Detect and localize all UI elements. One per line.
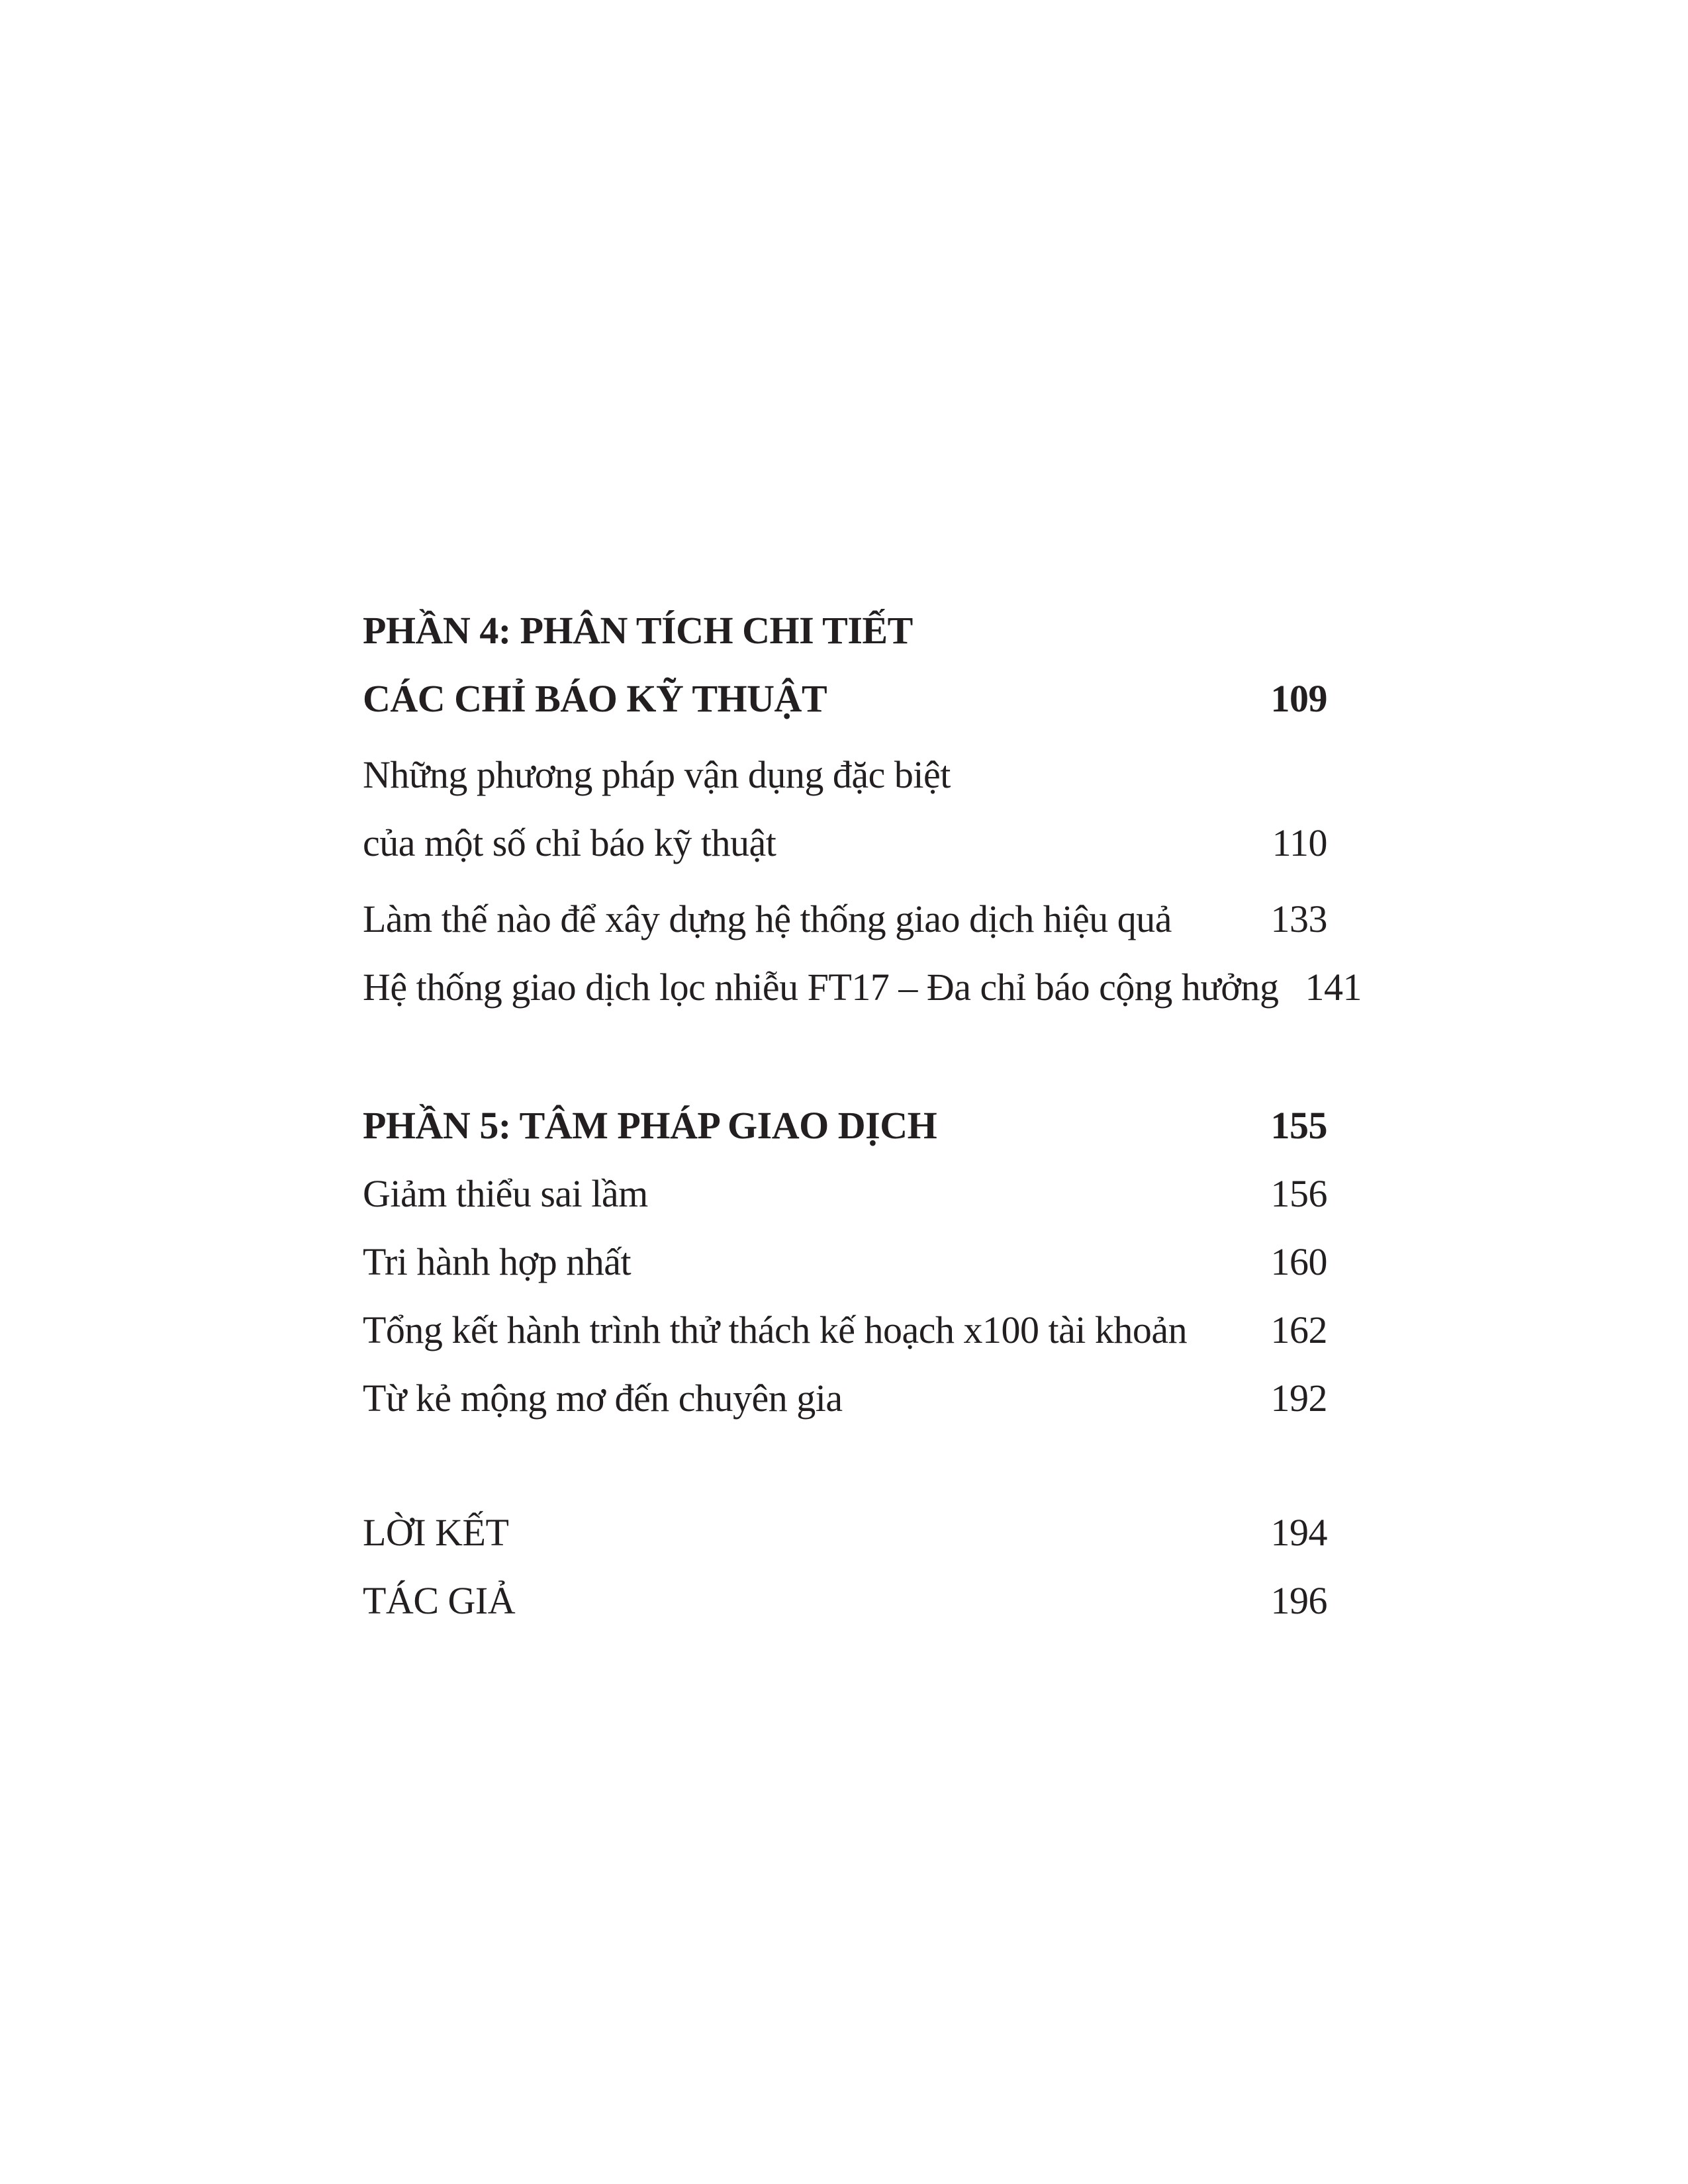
toc-page-number: 156 [1270, 1172, 1327, 1215]
toc-row [363, 1091, 1327, 1160]
toc-entry-label: TÁC GIẢ [363, 1579, 516, 1622]
toc-row [363, 1160, 1327, 1228]
toc-row [363, 1364, 1327, 1432]
toc-page-number: 160 [1270, 1240, 1327, 1283]
toc-entry-label: Tổng kết hành trình thử thách kế hoạch x100 tài khoản [363, 1308, 1188, 1351]
toc-row [363, 1567, 1327, 1635]
toc-page-number: 194 [1270, 1511, 1327, 1554]
toc-entry-label: PHẦN 5: TÂM PHÁP GIAO DỊCH [363, 1104, 937, 1147]
toc-row [363, 741, 1327, 809]
toc-row [363, 953, 1362, 1021]
toc-entry-label: LỜI KẾT [363, 1511, 509, 1554]
toc-row [363, 1296, 1327, 1364]
toc-page-number: 155 [1270, 1104, 1327, 1147]
toc-row [363, 885, 1327, 953]
toc-page-number: 162 [1270, 1308, 1327, 1351]
toc-page-number: 196 [1270, 1579, 1327, 1622]
toc-page-number: 192 [1270, 1377, 1327, 1420]
toc-entry-label: Hệ thống giao dịch lọc nhiễu FT17 – Đa chỉ báo cộng hưởng [363, 966, 1279, 1009]
toc-page-number: 109 [1270, 677, 1327, 720]
toc-row [363, 1498, 1327, 1567]
toc-entry-label: Từ kẻ mộng mơ đến chuyên gia [363, 1377, 843, 1420]
toc-entry-label: Những phương pháp vận dụng đặc biệt [363, 753, 951, 796]
toc-row [363, 1228, 1327, 1296]
toc-entry-label: Giảm thiểu sai lầm [363, 1172, 648, 1215]
toc-page-number: 110 [1272, 821, 1327, 864]
toc-row [363, 664, 1327, 733]
table-of-contents [363, 596, 1362, 1635]
toc-entry-label: của một số chỉ báo kỹ thuật [363, 821, 776, 864]
toc-entry-label: PHẦN 4: PHÂN TÍCH CHI TIẾT [363, 609, 913, 652]
toc-entry-label: Tri hành hợp nhất [363, 1240, 632, 1283]
toc-entry-label: Làm thế nào để xây dựng hệ thống giao dịch hiệu quả [363, 897, 1172, 940]
toc-page-number: 141 [1305, 966, 1362, 1009]
toc-page-number: 133 [1270, 897, 1327, 940]
toc-row [363, 596, 1327, 664]
toc-entry-label: CÁC CHỈ BÁO KỸ THUẬT [363, 677, 827, 720]
toc-row [363, 809, 1327, 877]
